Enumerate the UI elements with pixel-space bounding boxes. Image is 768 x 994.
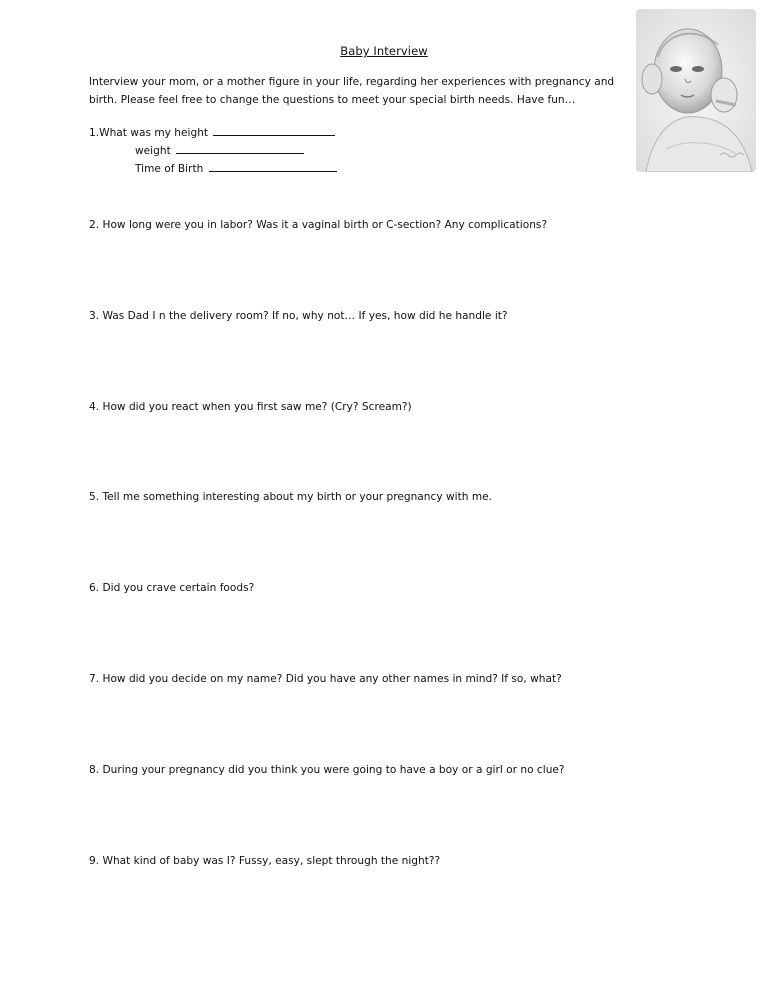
- weight-row: [89, 142, 337, 160]
- question-2: 2. How long were you in labor? Was it a vaginal birth or C-section? Any complications?: [89, 219, 548, 231]
- height-row: [89, 124, 337, 142]
- question-6: 6. Did you crave certain foods?: [89, 582, 255, 594]
- page-title: Baby Interview: [340, 44, 428, 58]
- question-8: 8. During your pregnancy did you think you were going to have a boy or a girl or no clue?: [89, 764, 565, 776]
- question-5: 5. Tell me something interesting about my birth or your pregnancy with me.: [89, 491, 493, 503]
- height-answer-line[interactable]: [213, 124, 335, 136]
- baby-sketch-icon: [636, 9, 756, 172]
- question-3: 3. Was Dad I n the delivery room? If no, why not… If yes, how did he handle it?: [89, 310, 508, 322]
- time-of-birth-answer-line[interactable]: [209, 160, 337, 172]
- weight-answer-line[interactable]: [176, 142, 304, 154]
- question-4: 4. How did you react when you first saw me? (Cry? Scream?): [89, 401, 412, 413]
- question-9: 9. What kind of baby was I? Fussy, easy, slept through the night??: [89, 855, 441, 867]
- height-label: 1.What was my height: [89, 127, 209, 139]
- weight-label: weight: [135, 145, 171, 157]
- question-1-block: [89, 124, 337, 178]
- time-of-birth-label: Time of Birth: [135, 163, 204, 175]
- baby-sketch-image: [636, 9, 756, 172]
- time-of-birth-row: [89, 160, 337, 178]
- intro-paragraph: Interview your mom, or a mother figure in your life, regarding her experiences with pregnancy and birth. Please feel free to change the questions to meet your special birth needs. Have fun…: [89, 76, 615, 106]
- question-7: 7. How did you decide on my name? Did you have any other names in mind? If so, what?: [89, 673, 562, 685]
